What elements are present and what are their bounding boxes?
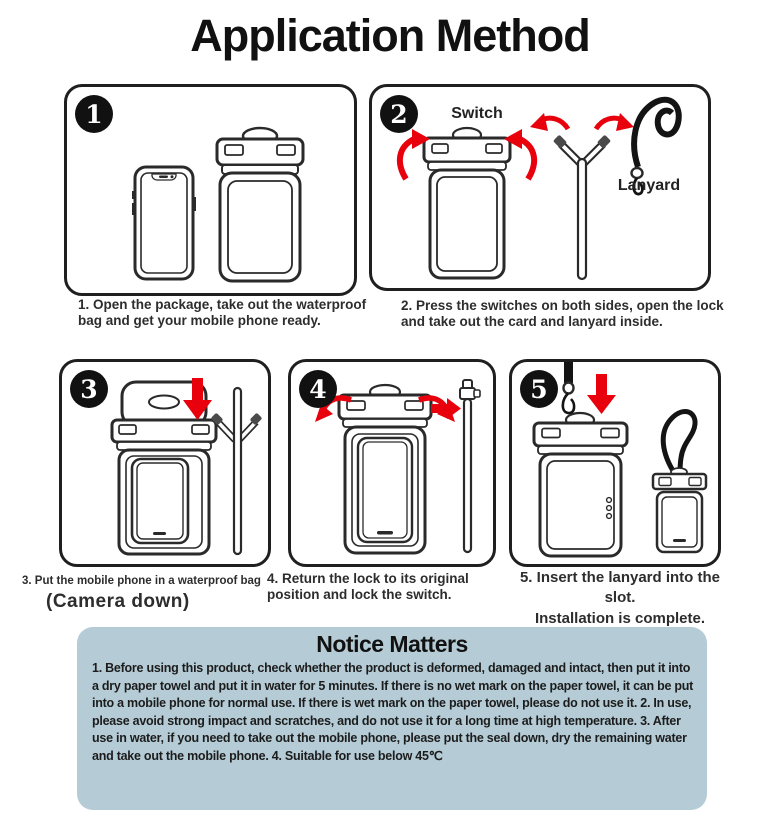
switch-label: Switch xyxy=(451,105,503,122)
open-lock-arrows-icon xyxy=(530,113,634,131)
lock-card-icon xyxy=(553,135,611,279)
step3-subcaption: (Camera down) xyxy=(46,591,190,612)
phone-icon xyxy=(132,167,196,279)
step5-caption xyxy=(503,568,737,629)
notice-box xyxy=(77,627,707,810)
step3-panel xyxy=(59,359,271,567)
notice-body: 1. Before using this product, check whether the product is deformed, damaged and intact, then put it into a dry paper towel and put it in water for 5 minutes. If there is no wet mark on the paper towel, it can be put into a mobile phone for normal use. If there is wet mark on the paper towel, please do not use it. 2. In use, please avoid strong impact and scratches, and do not use it for a long time at high temperature. 3. After use in water, if you need to take out the mobile phone, please put the seal down, dry the remaining water and take out the mobile phone. 4. Suitable for use below 45℃ xyxy=(92,661,694,763)
step4-caption: 4. Return the lock to its original position and lock the switch. xyxy=(267,571,469,603)
insert-down-arrow-icon xyxy=(587,374,616,414)
lock-card-icon xyxy=(211,388,263,554)
step4-number-badge: 4 xyxy=(299,370,337,408)
step2-caption: 2. Press the switches on both sides, open the lock and take out the card and lanyard inside. xyxy=(401,298,724,330)
step3-number-badge: 3 xyxy=(70,370,108,408)
step5-caption-line2: Installation is complete. xyxy=(534,609,706,627)
bag-with-lanyard-icon xyxy=(653,411,706,552)
lanyard-clip-icon xyxy=(563,362,574,413)
step2-panel xyxy=(369,84,711,291)
notice-title: Notice Matters xyxy=(316,631,468,657)
step2-number-badge: 2 xyxy=(380,95,418,133)
waterproof-bag-icon xyxy=(424,128,510,278)
waterproof-bag-icon xyxy=(217,128,303,281)
step5-caption-line1: 5. Insert the lanyard into the slot. xyxy=(519,569,721,607)
step4-panel xyxy=(288,359,496,567)
lanyard-label: Lanyard xyxy=(617,177,681,194)
step5-number-badge: 5 xyxy=(520,370,558,408)
bag-with-phone-icon xyxy=(339,385,431,553)
step3-caption: 3. Put the mobile phone in a waterproof bag xyxy=(22,575,261,587)
locked-card-icon xyxy=(460,380,480,552)
step1-panel xyxy=(64,84,357,296)
page-title: Application Method xyxy=(190,10,590,61)
step1-caption: 1. Open the package, take out the waterproof bag and get your mobile phone ready. xyxy=(78,297,367,329)
step1-number-badge: 1 xyxy=(75,95,113,133)
waterproof-bag-icon xyxy=(534,413,627,556)
step5-panel xyxy=(509,359,721,567)
